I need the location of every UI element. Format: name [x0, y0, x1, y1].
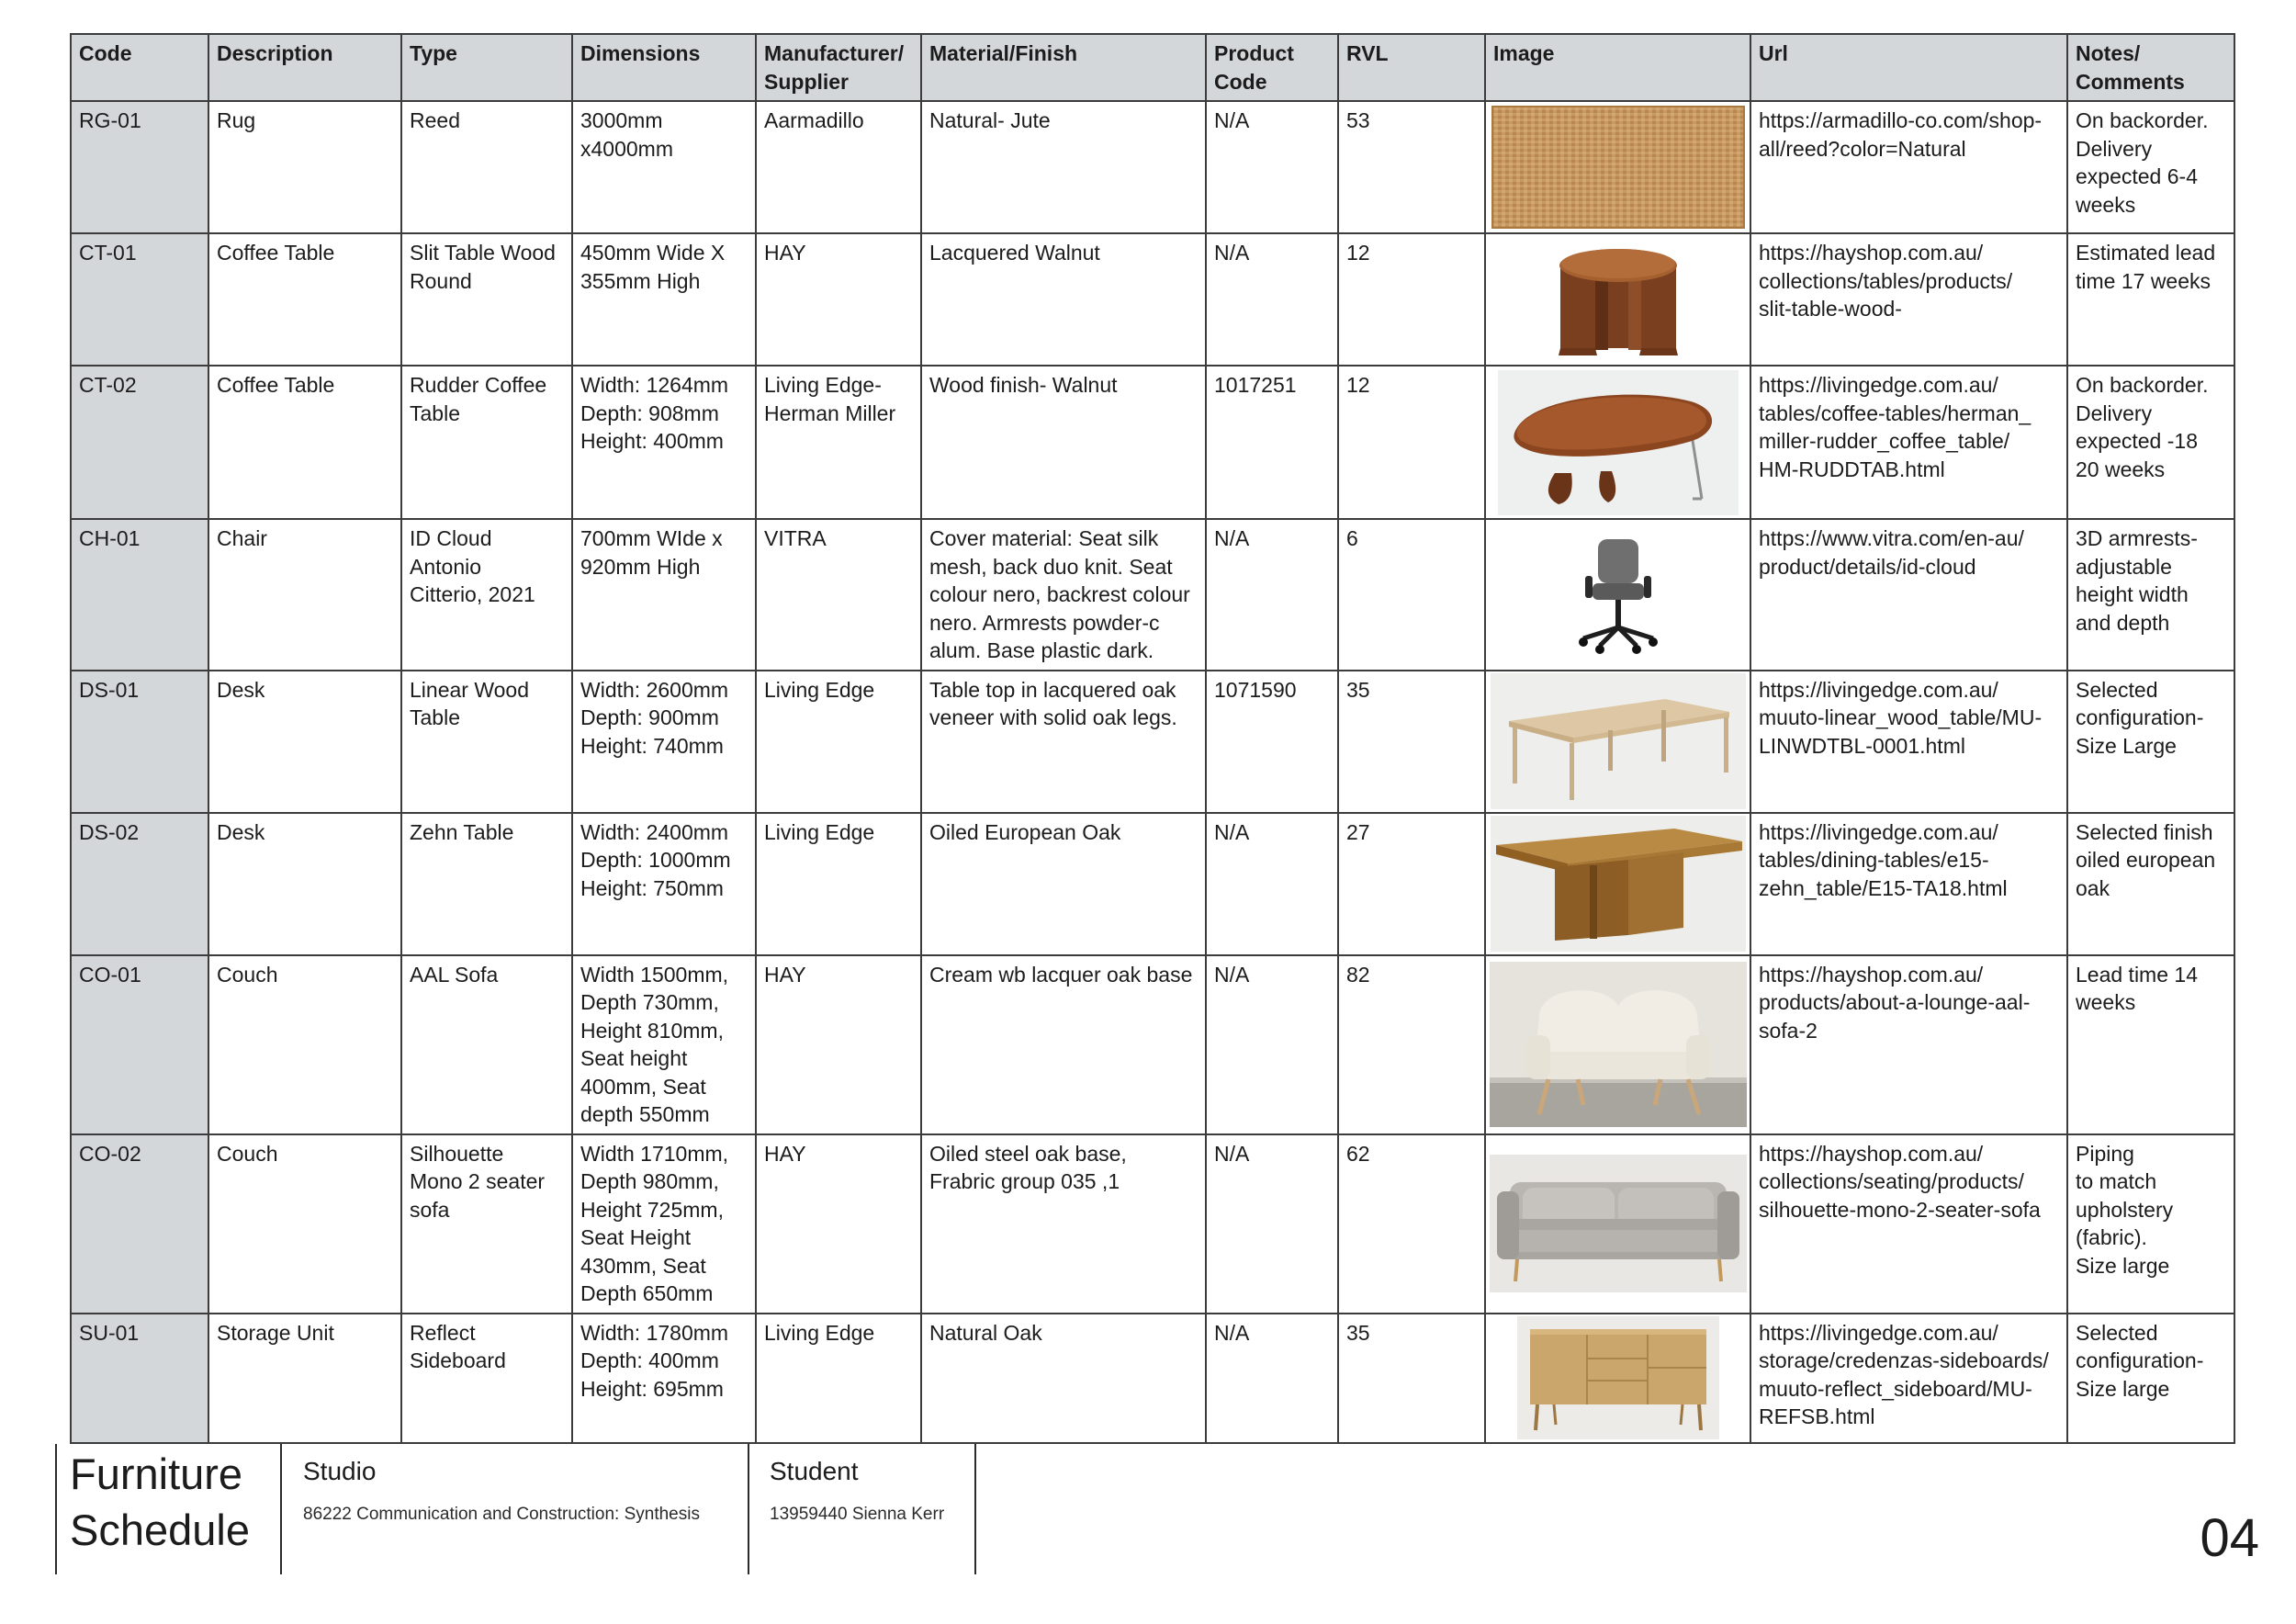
- manufacturer-cell: VITRA: [756, 519, 921, 671]
- product-code-cell: 1017251: [1206, 366, 1338, 519]
- notes-cell: Selected finish oiled european oak: [2067, 813, 2234, 955]
- header-dimensions: Dimensions: [572, 34, 756, 101]
- table-row: [71, 366, 2234, 519]
- dimensions-cell: 700mm WIde x 920mm High: [572, 519, 756, 671]
- manufacturer-cell: HAY: [756, 1134, 921, 1314]
- code-cell: CH-01: [71, 519, 208, 671]
- header-rvl: RVL: [1338, 34, 1485, 101]
- material-cell: Table top in lacquered oak veneer with solid oak legs.: [921, 671, 1206, 813]
- type-cell: AAL Sofa: [401, 955, 572, 1134]
- image-cell: [1485, 519, 1750, 671]
- manufacturer-cell: Living Edge: [756, 813, 921, 955]
- url-cell[interactable]: https://livingedge.com.au/ tables/dining-tables/e15- zehn_table/E15-TA18.html: [1750, 813, 2067, 955]
- material-cell: Natural Oak: [921, 1314, 1206, 1443]
- product-code-cell: N/A: [1206, 955, 1338, 1134]
- type-cell: Slit Table Wood Round: [401, 233, 572, 366]
- type-cell: Reflect Sideboard: [401, 1314, 572, 1443]
- header-image: Image: [1485, 34, 1750, 101]
- type-cell: Silhouette Mono 2 seater sofa: [401, 1134, 572, 1314]
- header-notes: Notes/ Comments: [2067, 34, 2234, 101]
- notes-cell: Lead time 14 weeks: [2067, 955, 2234, 1134]
- description-cell: Coffee Table: [208, 233, 401, 366]
- product-code-cell: N/A: [1206, 1134, 1338, 1314]
- manufacturer-cell: Aarmadillo: [756, 101, 921, 233]
- rvl-cell: 62: [1338, 1134, 1485, 1314]
- student-label: Student: [770, 1457, 859, 1485]
- table-row: [71, 1314, 2234, 1443]
- notes-cell: 3D armrests- adjustable height width and depth: [2067, 519, 2234, 671]
- linear-wood-table-image: [1491, 673, 1746, 809]
- manufacturer-cell: HAY: [756, 955, 921, 1134]
- type-cell: Rudder Coffee Table: [401, 366, 572, 519]
- product-code-cell: N/A: [1206, 1314, 1338, 1443]
- code-cell: CO-01: [71, 955, 208, 1134]
- header-description: Description: [208, 34, 401, 101]
- rvl-cell: 35: [1338, 1314, 1485, 1443]
- description-cell: Rug: [208, 101, 401, 233]
- studio-value: 86222 Communication and Construction: Synthesis: [303, 1505, 700, 1524]
- product-code-cell: N/A: [1206, 519, 1338, 671]
- sideboard-image: [1517, 1316, 1719, 1439]
- code-cell: CT-01: [71, 233, 208, 366]
- rvl-cell: 82: [1338, 955, 1485, 1134]
- url-cell[interactable]: https://hayshop.com.au/ products/about-a-lounge-aal- sofa-2: [1750, 955, 2067, 1134]
- url-cell[interactable]: https://livingedge.com.au/ tables/coffee-tables/herman_ miller-rudder_coffee_table/ HM-RUDDTAB.html: [1750, 366, 2067, 519]
- header-url: Url: [1750, 34, 2067, 101]
- rvl-cell: 53: [1338, 101, 1485, 233]
- rvl-cell: 12: [1338, 366, 1485, 519]
- dimensions-cell: Width: 1780mm Depth: 400mm Height: 695mm: [572, 1314, 756, 1443]
- code-cell: CO-02: [71, 1134, 208, 1314]
- rug-image: [1491, 105, 1746, 230]
- manufacturer-cell: Living Edge- Herman Miller: [756, 366, 921, 519]
- url-cell[interactable]: https://www.vitra.com/en-au/ product/details/id-cloud: [1750, 519, 2067, 671]
- header-row: [71, 34, 2234, 101]
- code-cell: RG-01: [71, 101, 208, 233]
- material-cell: Cover material: Seat silk mesh, back duo knit. Seat colour nero, backrest colour nero. Armrests powder-c alum. Base plastic dark.: [921, 519, 1206, 671]
- zehn-table-image: [1491, 816, 1746, 952]
- code-cell: SU-01: [71, 1314, 208, 1443]
- notes-cell: Selected configuration- Size large: [2067, 1314, 2234, 1443]
- student-value: 13959440 Sienna Kerr: [770, 1505, 945, 1524]
- image-cell: [1485, 101, 1750, 233]
- description-cell: Desk: [208, 671, 401, 813]
- header-material: Material/Finish: [921, 34, 1206, 101]
- product-code-cell: 1071590: [1206, 671, 1338, 813]
- dimensions-cell: Width 1710mm, Depth 980mm, Height 725mm, Seat Height 430mm, Seat Depth 650mm: [572, 1134, 756, 1314]
- rvl-cell: 12: [1338, 233, 1485, 366]
- header-product-code: Product Code: [1206, 34, 1338, 101]
- page-number: 04: [2200, 1508, 2259, 1568]
- table-row: [71, 955, 2234, 1134]
- image-cell: [1485, 813, 1750, 955]
- url-cell[interactable]: https://hayshop.com.au/ collections/seating/products/ silhouette-mono-2-seater-sofa: [1750, 1134, 2067, 1314]
- url-cell[interactable]: https://livingedge.com.au/ storage/credenzas-sideboards/ muuto-reflect_sideboard/MU- REFSB.html: [1750, 1314, 2067, 1443]
- image-cell: [1485, 233, 1750, 366]
- header-type: Type: [401, 34, 572, 101]
- manufacturer-cell: Living Edge: [756, 671, 921, 813]
- table-row: [71, 813, 2234, 955]
- product-code-cell: N/A: [1206, 101, 1338, 233]
- rvl-cell: 35: [1338, 671, 1485, 813]
- image-cell: [1485, 1134, 1750, 1314]
- product-code-cell: N/A: [1206, 233, 1338, 366]
- material-cell: Lacquered Walnut: [921, 233, 1206, 366]
- footer-divider: [748, 1444, 749, 1574]
- footer-divider: [974, 1444, 976, 1574]
- manufacturer-cell: HAY: [756, 233, 921, 366]
- aal-sofa-image: [1490, 962, 1747, 1127]
- url-cell[interactable]: https://armadillo-co.com/shop- all/reed?color=Natural: [1750, 101, 2067, 233]
- material-cell: Natural- Jute: [921, 101, 1206, 233]
- dimensions-cell: 3000mm x4000mm: [572, 101, 756, 233]
- code-cell: DS-02: [71, 813, 208, 955]
- material-cell: Cream wb lacquer oak base: [921, 955, 1206, 1134]
- product-code-cell: N/A: [1206, 813, 1338, 955]
- dimensions-cell: Width: 2400mm Depth: 1000mm Height: 750mm: [572, 813, 756, 955]
- table-row: [71, 233, 2234, 366]
- code-cell: CT-02: [71, 366, 208, 519]
- footer-title: Furniture Schedule: [70, 1449, 250, 1554]
- material-cell: Wood finish- Walnut: [921, 366, 1206, 519]
- url-cell[interactable]: https://livingedge.com.au/ muuto-linear_wood_table/MU- LINWDTBL-0001.html: [1750, 671, 2067, 813]
- image-cell: [1485, 366, 1750, 519]
- studio-label: Studio: [303, 1457, 377, 1485]
- image-cell: [1485, 1314, 1750, 1443]
- notes-cell: Piping to match upholstery (fabric). Size large: [2067, 1134, 2234, 1314]
- dimensions-cell: 450mm Wide X 355mm High: [572, 233, 756, 366]
- type-cell: Zehn Table: [401, 813, 572, 955]
- notes-cell: On backorder. Delivery expected 6-4 weeks: [2067, 101, 2234, 233]
- dimensions-cell: Width 1500mm, Depth 730mm, Height 810mm, Seat height 400mm, Seat depth 550mm: [572, 955, 756, 1134]
- image-cell: [1485, 671, 1750, 813]
- office-chair-image: [1563, 530, 1673, 659]
- silhouette-sofa-image: [1490, 1155, 1747, 1292]
- header-code: Code: [71, 34, 208, 101]
- dimensions-cell: Width: 2600mm Depth: 900mm Height: 740mm: [572, 671, 756, 813]
- description-cell: Couch: [208, 955, 401, 1134]
- material-cell: Oiled steel oak base, Frabric group 035 ,1: [921, 1134, 1206, 1314]
- notes-cell: Selected configuration- Size Large: [2067, 671, 2234, 813]
- rvl-cell: 27: [1338, 813, 1485, 955]
- url-cell[interactable]: https://hayshop.com.au/ collections/tables/products/ slit-table-wood-: [1750, 233, 2067, 366]
- description-cell: Chair: [208, 519, 401, 671]
- description-cell: Desk: [208, 813, 401, 955]
- table-row: [71, 1134, 2234, 1314]
- notes-cell: Estimated lead time 17 weeks: [2067, 233, 2234, 366]
- footer-divider: [55, 1444, 57, 1574]
- round-coffee-table-image: [1540, 238, 1696, 361]
- description-cell: Coffee Table: [208, 366, 401, 519]
- table-row: [71, 671, 2234, 813]
- footer-divider: [280, 1444, 282, 1574]
- rvl-cell: 6: [1338, 519, 1485, 671]
- description-cell: Couch: [208, 1134, 401, 1314]
- manufacturer-cell: Living Edge: [756, 1314, 921, 1443]
- image-cell: [1485, 955, 1750, 1134]
- type-cell: ID Cloud Antonio Citterio, 2021: [401, 519, 572, 671]
- material-cell: Oiled European Oak: [921, 813, 1206, 955]
- header-manufacturer: Manufacturer/ Supplier: [756, 34, 921, 101]
- rudder-coffee-table-image: [1498, 370, 1739, 515]
- dimensions-cell: Width: 1264mm Depth: 908mm Height: 400mm: [572, 366, 756, 519]
- type-cell: Reed: [401, 101, 572, 233]
- table-row: [71, 101, 2234, 233]
- table-row: [71, 519, 2234, 671]
- code-cell: DS-01: [71, 671, 208, 813]
- type-cell: Linear Wood Table: [401, 671, 572, 813]
- description-cell: Storage Unit: [208, 1314, 401, 1443]
- notes-cell: On backorder. Delivery expected -18 20 weeks: [2067, 366, 2234, 519]
- furniture-schedule-table: [70, 33, 2235, 1444]
